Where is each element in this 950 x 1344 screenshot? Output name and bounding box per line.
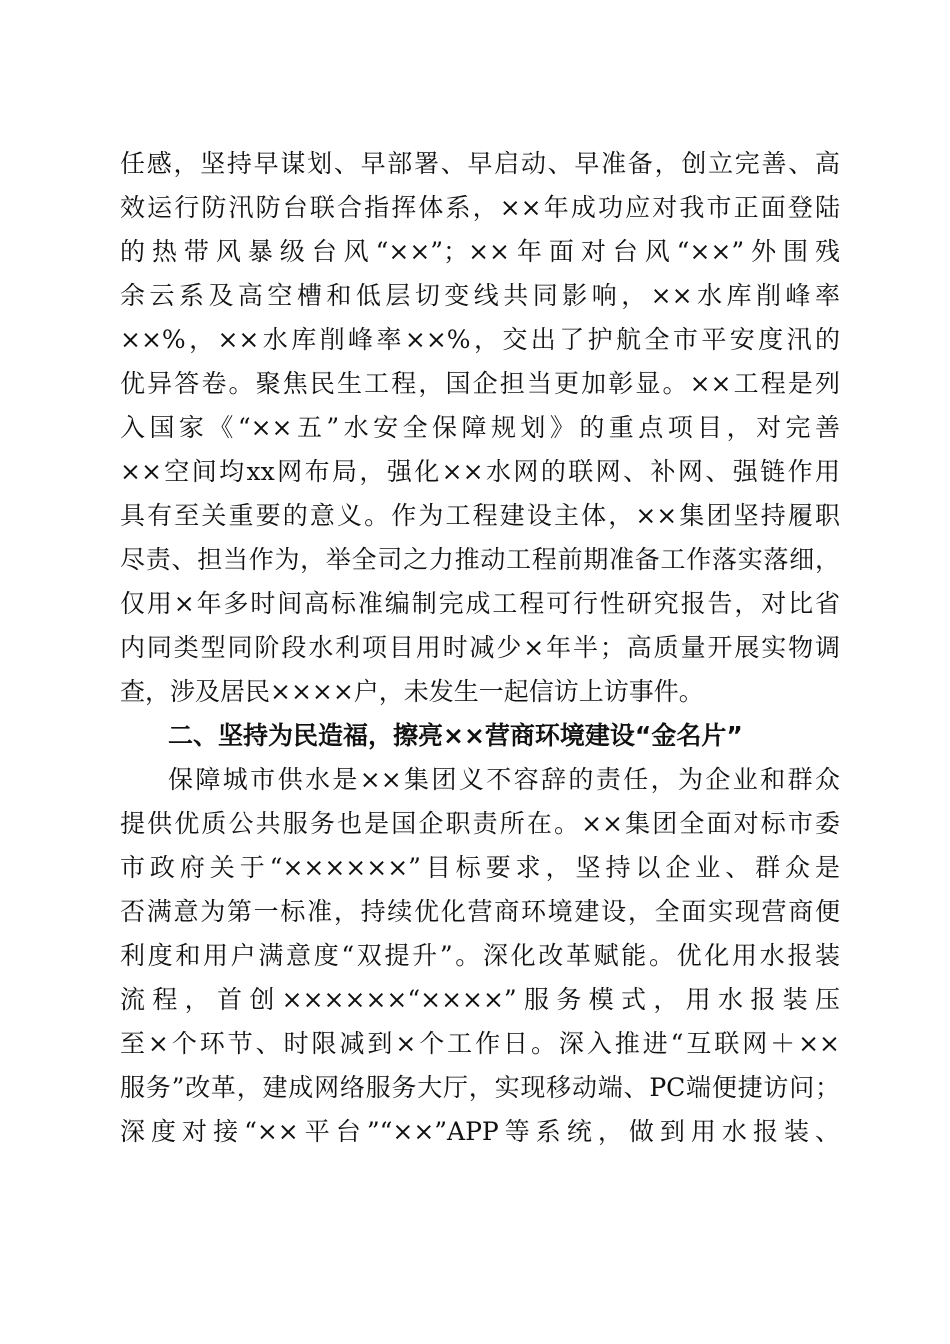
text-line: 优异答卷。聚焦民生工程，国企担当更加彰显。××工程是列 [120,369,840,398]
text-line: 入国家《“××五”水安全保障规划》的重点项目，对完善 [120,413,840,442]
text-line: 具有至关重要的意义。作为工程建设主体，××集团坚持履职 [120,501,840,530]
text-line: 尽责、担当作为，举全司之力推动工程前期准备工作落实落细， [120,545,840,574]
text-line: 提供优质公共服务也是国企职责所在。××集团全面对标市委 [120,809,840,838]
text-line: 余云系及高空槽和低层切变线共同影响，××水库削峰率 [120,281,840,310]
text-line: 仅用×年多时间高标准编制完成工程可行性研究报告，对比省 [120,589,840,618]
text-line: 至×个环节、时限减到×个工作日。深入推进“互联网＋×× [120,1029,840,1058]
text-line: 流程，首创××××××“××××”服务模式，用水报装压 [120,985,840,1014]
text-line: 市政府关于“××××××”目标要求，坚持以企业、群众是 [120,853,840,882]
text-line: ××空间均xx网布局，强化××水网的联网、补网、强链作用 [120,457,840,486]
text-line: 的热带风暴级台风“××”；××年面对台风“××”外围残 [120,237,840,266]
text-line: 深度对接“××平台”“××”APP等系统，做到用水报装、 [120,1117,840,1146]
text-line: 保障城市供水是××集团义不容辞的责任，为企业和群众 [168,765,840,794]
text-line: 服务”改革，建成网络服务大厅，实现移动端、PC端便捷访问； [120,1073,840,1102]
text-line: 任感，坚持早谋划、早部署、早启动、早准备，创立完善、高 [120,149,840,178]
text-line: 效运行防汛防台联合指挥体系，××年成功应对我市正面登陆 [120,193,840,222]
text-line: 利度和用户满意度“双提升”。深化改革赋能。优化用水报装 [120,941,840,970]
text-line: 查，涉及居民××××户，未发生一起信访上访事件。 [120,677,704,706]
text-line: 内同类型同阶段水利项目用时减少×年半；高质量开展实物调 [120,633,840,662]
text-line: ××%，××水库削峰率××%，交出了护航全市平安度汛的 [120,325,840,354]
text-line: 否满意为第一标准，持续优化营商环境建设，全面实现营商便 [120,897,840,926]
section-heading: 二、坚持为民造福，擦亮××营商环境建设“金名片” [168,721,743,750]
